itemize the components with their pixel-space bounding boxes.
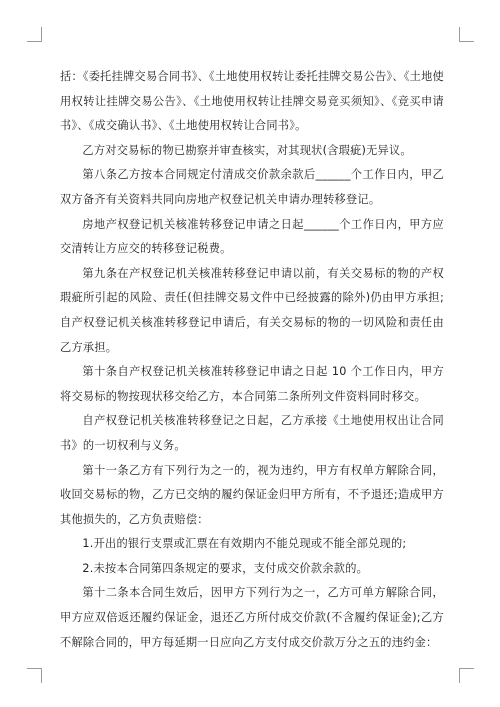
- crop-mark-bottom-left: [27, 668, 42, 683]
- paragraph-5: 第九条在产权登记机关核准转移登记申请以前，有关交易标的物的产权瑕疵所引起的风险、责任(但挂牌交易文件中已经披露的除外)仍由甲方承担;自产权登记机关核准转移登记申请后，有关交易标的物的一切风险和责任由乙方承担。: [60, 266, 444, 354]
- paragraph-10: 2.未按本合同第四条规定的要求，支付成交价款余款的。: [82, 561, 369, 575]
- document-body: [60, 65, 444, 655]
- paragraph-1: 括：《委托挂牌交易合同书》、《土地使用权转让委托挂牌交易公告》、《土地使用权转让挂牌交易公告》、《土地使用权转让挂牌交易竞买须知》、《竞买申请书》、《成交确认书》、《土地使用权转让合同书》。: [60, 70, 444, 133]
- crop-mark-top-right: [459, 27, 474, 42]
- paragraph-11: 第十二条本合同生效后，因甲方下列行为之一，乙方可单方解除合同，甲方应双倍返还履约保证金，退还乙方所付成交价款(不含履约保证金);乙方不解除合同的，甲方每延期一日应向乙方支付成交价款万分之五的违约金：: [60, 586, 444, 649]
- paragraph-8: 第十一条乙方有下列行为之一的，视为违约，甲方有权单方解除合同，收回交易标的物，乙方已交纳的履约保证金归甲方所有，不予退还;造成甲方其他损失的，乙方负责赔偿：: [60, 463, 444, 526]
- crop-mark-bottom-right: [459, 668, 474, 683]
- crop-mark-top-left: [27, 27, 42, 42]
- paragraph-7: 自产权登记机关核准转移登记之日起，乙方承接《土地使用权出让合同书》的一切权利与义务。: [60, 414, 444, 452]
- paragraph-2: 乙方对交易标的物已勘察并审查核实，对其现状(含瑕疵)无异议。: [82, 143, 412, 157]
- paragraph-3: 第八条乙方按本合同规定付清成交价款余款后______个工作日内，甲乙双方备齐有关资料共同向房地产权登记机关申请办理转移登记。: [60, 168, 444, 206]
- paragraph-4: 房地产权登记机关核准转移登记申请之日起______个工作日内，甲方应交清转让方应交的转移登记税费。: [60, 217, 444, 256]
- paragraph-9: 1.开出的银行支票或汇票在有效期内不能兑现或不能全部兑现的;: [82, 537, 407, 551]
- paragraph-6: 第十条自产权登记机关核准转移登记申请之日起 10 个工作日内，甲方将交易标的物按现状移交给乙方，本合同第二条所列文件资料同时移交。: [60, 365, 444, 403]
